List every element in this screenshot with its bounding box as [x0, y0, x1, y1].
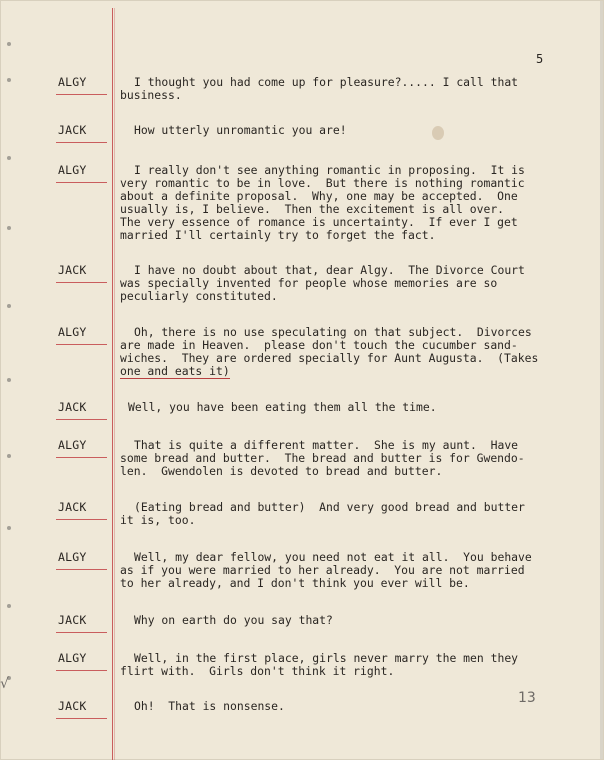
stage-direction-line: one and eats it) — [120, 364, 230, 378]
dialogue-line: married I'll certainly try to forget the fact. — [120, 228, 436, 242]
red-margin-line-secondary — [114, 8, 115, 760]
dialogue-line: (Eating bread and butter) And very good bread and butter — [134, 500, 525, 514]
dialogue-line: len. Gwendolen is devoted to bread and butter. — [120, 464, 443, 478]
dialogue-line: peculiarly constituted. — [120, 289, 278, 303]
dialogue-line: I really don't see anything romantic in proposing. It is — [134, 163, 525, 177]
dialogue-line: How utterly unromantic you are! — [134, 123, 347, 137]
speaker-label: JACK — [58, 263, 87, 277]
speaker-label: JACK — [58, 699, 87, 713]
dialogue-line: flirt with. Girls don't think it right. — [120, 664, 395, 678]
speaker-label: ALGY — [58, 325, 87, 339]
dialogue-line: Why on earth do you say that? — [134, 613, 333, 627]
speaker-label: ALGY — [58, 75, 87, 89]
binding-mark — [7, 304, 11, 308]
dialogue-line: I have no doubt about that, dear Algy. The Divorce Court — [134, 263, 525, 277]
dialogue-line: was specially invented for people whose memories are so — [120, 276, 498, 290]
speaker-label: ALGY — [58, 438, 87, 452]
dialogue-line: Well, in the first place, girls never marry the men they — [134, 651, 519, 665]
binding-mark — [7, 378, 11, 382]
dialogue-line: Oh, there is no use speculating on that subject. Divorces — [134, 325, 532, 339]
dialogue-line: about a definite proposal. Why, one may be accepted. One — [120, 189, 518, 203]
binding-mark — [7, 78, 11, 82]
binding-mark — [7, 42, 11, 46]
binding-mark — [7, 604, 11, 608]
dialogue-line: it is, too. — [120, 513, 196, 527]
dialogue-line: That is quite a different matter. She is my aunt. Have — [134, 438, 519, 452]
dialogue-line: are made in Heaven. please don't touch the cucumber sand- — [120, 338, 518, 352]
dialogue-line: very romantic to be in love. But there is nothing romantic — [120, 176, 525, 190]
dialogue-line: business. — [120, 88, 182, 102]
dialogue-line: as if you were married to her already. You are not married — [120, 563, 525, 577]
dialogue-line: to her already, and I don't think you ever will be. — [120, 576, 470, 590]
binding-mark — [7, 526, 11, 530]
binding-mark — [7, 226, 11, 230]
dialogue-line: The very essence of romance is uncertainty. If ever I get — [120, 215, 518, 229]
dialogue-line: I thought you had come up for pleasure?..... I call that — [134, 75, 519, 89]
speaker-label: ALGY — [58, 651, 87, 665]
speaker-label: JACK — [58, 500, 87, 514]
speaker-label: ALGY — [58, 550, 87, 564]
dialogue-line: some bread and butter. The bread and butter is for Gwendo- — [120, 451, 525, 465]
speaker-label: JACK — [58, 400, 87, 414]
page-number: 5 — [536, 52, 544, 66]
dialogue-line: Well, my dear fellow, you need not eat it all. You behave — [134, 550, 532, 564]
red-margin-line — [112, 8, 113, 760]
dialogue-line: usually is, I believe. Then the excitement is all over. — [120, 202, 505, 216]
binding-mark — [7, 454, 11, 458]
dialogue-line: Oh! That is nonsense. — [134, 699, 285, 713]
speaker-label: ALGY — [58, 163, 87, 177]
pencil-tick: √ — [0, 676, 9, 692]
speaker-label: JACK — [58, 613, 87, 627]
dialogue-line: Well, you have been eating them all the time. — [128, 400, 437, 414]
binding-mark — [7, 156, 11, 160]
dialogue-line: wiches. They are ordered specially for Aunt Augusta. (Takes — [120, 351, 539, 365]
speaker-label: JACK — [58, 123, 87, 137]
handwritten-page-number: 13 — [518, 690, 536, 706]
